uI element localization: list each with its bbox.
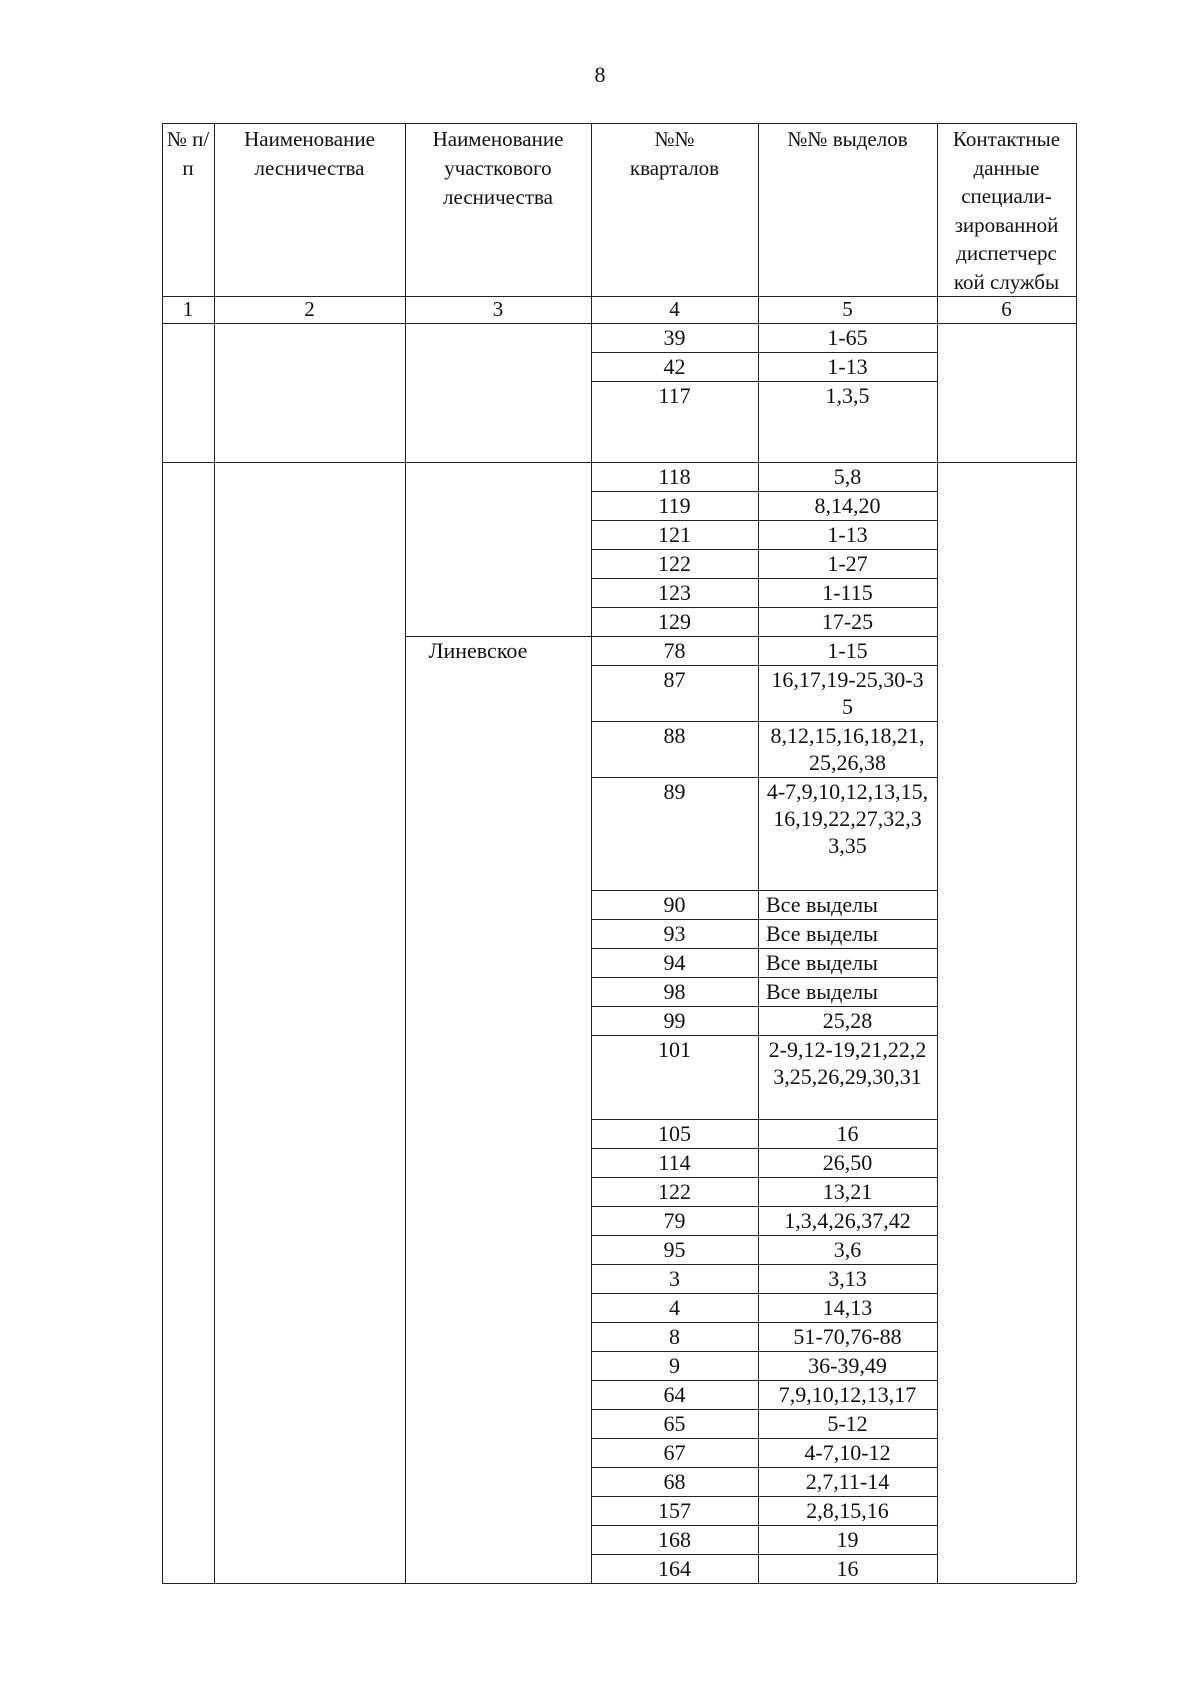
sections-cell: 2-9,12-19,21,22,23,25,26,29,30,31 bbox=[768, 1037, 927, 1089]
header-col-sections: №№ выделов bbox=[787, 127, 908, 151]
sections-cell: 51-70,76-88 bbox=[793, 1324, 902, 1349]
quarter-cell: 168 bbox=[658, 1527, 691, 1552]
sections-cell: 2,7,11-14 bbox=[805, 1469, 890, 1494]
quarter-cell: 94 bbox=[663, 950, 686, 975]
sections-cell: 16 bbox=[836, 1556, 859, 1581]
header-col-forestry: Наименование лесничества bbox=[244, 127, 375, 180]
quarter-cell: 114 bbox=[658, 1150, 691, 1175]
sections-cell: 8,12,15,16,18,21,25,26,38 bbox=[770, 723, 925, 775]
column-divider bbox=[758, 123, 759, 1583]
quarter-cell: 64 bbox=[663, 1382, 686, 1407]
sections-cell: Все выделы bbox=[766, 892, 878, 917]
sections-cell: 1-65 bbox=[827, 325, 868, 350]
quarter-cell: 101 bbox=[658, 1037, 691, 1062]
page-number: 8 bbox=[594, 62, 606, 87]
quarter-cell: 9 bbox=[669, 1353, 680, 1378]
sections-cell: 7,9,10,12,13,17 bbox=[778, 1382, 917, 1407]
quarter-cell: 79 bbox=[663, 1208, 686, 1233]
sections-cell: 8,14,20 bbox=[814, 493, 881, 518]
sections-cell: 4-7,9,10,12,13,15,16,19,22,27,32,33,35 bbox=[766, 779, 929, 858]
sections-cell: Все выделы bbox=[766, 950, 878, 975]
sections-cell: 1-15 bbox=[827, 638, 868, 663]
quarter-cell: 164 bbox=[658, 1556, 691, 1581]
sections-cell: 13,21 bbox=[822, 1179, 873, 1204]
sections-cell: 16,17,19-25,30-35 bbox=[771, 667, 924, 719]
header-col-contacts: Контактные данные специали- зированной диспетчерс кой службы bbox=[952, 127, 1061, 294]
sections-cell: 16 bbox=[836, 1121, 859, 1146]
header-col-district-forestry: Наименование участкового лесничества bbox=[432, 127, 564, 209]
column-number-3: 3 bbox=[492, 297, 504, 321]
header-col-number: № п/п bbox=[166, 127, 210, 180]
quarter-cell: 117 bbox=[658, 383, 691, 408]
quarter-cell: 157 bbox=[658, 1498, 691, 1523]
column-divider bbox=[591, 123, 592, 1583]
quarter-cell: 65 bbox=[663, 1411, 686, 1436]
quarter-cell: 119 bbox=[658, 493, 691, 518]
quarter-cell: 122 bbox=[658, 1179, 691, 1204]
column-number-2: 2 bbox=[304, 297, 315, 321]
quarter-cell: 8 bbox=[669, 1324, 680, 1349]
sections-cell: 5,8 bbox=[833, 464, 862, 489]
column-number-6: 6 bbox=[1001, 297, 1012, 321]
sections-cell: 3,13 bbox=[828, 1266, 867, 1291]
sections-cell: 36-39,49 bbox=[808, 1353, 887, 1378]
quarter-cell: 93 bbox=[663, 921, 686, 946]
header-col-quarters: №№ кварталов bbox=[629, 127, 720, 180]
district-name: Линевское bbox=[428, 638, 528, 663]
column-divider bbox=[405, 123, 406, 1583]
table-right-border bbox=[1076, 123, 1077, 1583]
table-top-border bbox=[162, 123, 1076, 124]
quarter-cell: 98 bbox=[663, 979, 686, 1004]
quarter-cell: 42 bbox=[663, 354, 686, 379]
quarter-cell: 118 bbox=[658, 464, 691, 489]
quarter-cell: 105 bbox=[658, 1121, 691, 1146]
quarter-cell: 122 bbox=[658, 551, 691, 576]
sections-cell: 1,3,4,26,37,42 bbox=[784, 1208, 911, 1233]
sections-cell: 5-12 bbox=[827, 1411, 868, 1436]
sections-cell: 1,3,5 bbox=[825, 383, 870, 408]
sections-cell: 26,50 bbox=[822, 1150, 873, 1175]
quarter-cell: 99 bbox=[663, 1008, 686, 1033]
header-bottom-border bbox=[162, 296, 1076, 297]
column-number-1: 1 bbox=[182, 297, 194, 321]
sections-cell: 17-25 bbox=[821, 609, 874, 634]
sections-cell: 1-13 bbox=[827, 354, 868, 379]
quarter-cell: 95 bbox=[663, 1237, 686, 1262]
quarter-cell: 68 bbox=[663, 1469, 686, 1494]
sections-cell: 3,6 bbox=[833, 1237, 862, 1262]
quarter-cell: 90 bbox=[663, 892, 686, 917]
quarter-cell: 89 bbox=[663, 779, 686, 804]
sections-cell: 1-115 bbox=[822, 580, 873, 605]
column-number-5: 5 bbox=[842, 297, 853, 321]
sections-cell: 1-27 bbox=[827, 551, 868, 576]
quarter-cell: 78 bbox=[663, 638, 686, 663]
quarter-cell: 87 bbox=[663, 667, 686, 692]
sections-cell: 4-7,10-12 bbox=[804, 1440, 891, 1465]
sections-cell: Все выделы bbox=[766, 921, 878, 946]
column-divider bbox=[214, 123, 215, 1583]
sections-cell: 2,8,15,16 bbox=[806, 1498, 889, 1523]
quarter-cell: 67 bbox=[663, 1440, 686, 1465]
column-divider bbox=[937, 123, 938, 1583]
quarter-cell: 121 bbox=[658, 522, 691, 547]
quarter-cell: 129 bbox=[658, 609, 691, 634]
table-left-border bbox=[162, 123, 163, 1583]
sections-cell: 14,13 bbox=[822, 1295, 873, 1320]
table-bottom-border bbox=[162, 1583, 1076, 1584]
column-number-4: 4 bbox=[669, 297, 680, 321]
quarter-cell: 88 bbox=[663, 723, 686, 748]
quarter-cell: 4 bbox=[669, 1295, 680, 1320]
sections-cell: 1-13 bbox=[827, 522, 868, 547]
quarter-cell: 39 bbox=[663, 325, 686, 350]
sections-cell: 25,28 bbox=[822, 1008, 873, 1033]
quarter-cell: 3 bbox=[669, 1266, 680, 1291]
sections-cell: 19 bbox=[836, 1527, 859, 1552]
quarter-cell: 123 bbox=[658, 580, 691, 605]
sections-cell: Все выделы bbox=[766, 979, 878, 1004]
